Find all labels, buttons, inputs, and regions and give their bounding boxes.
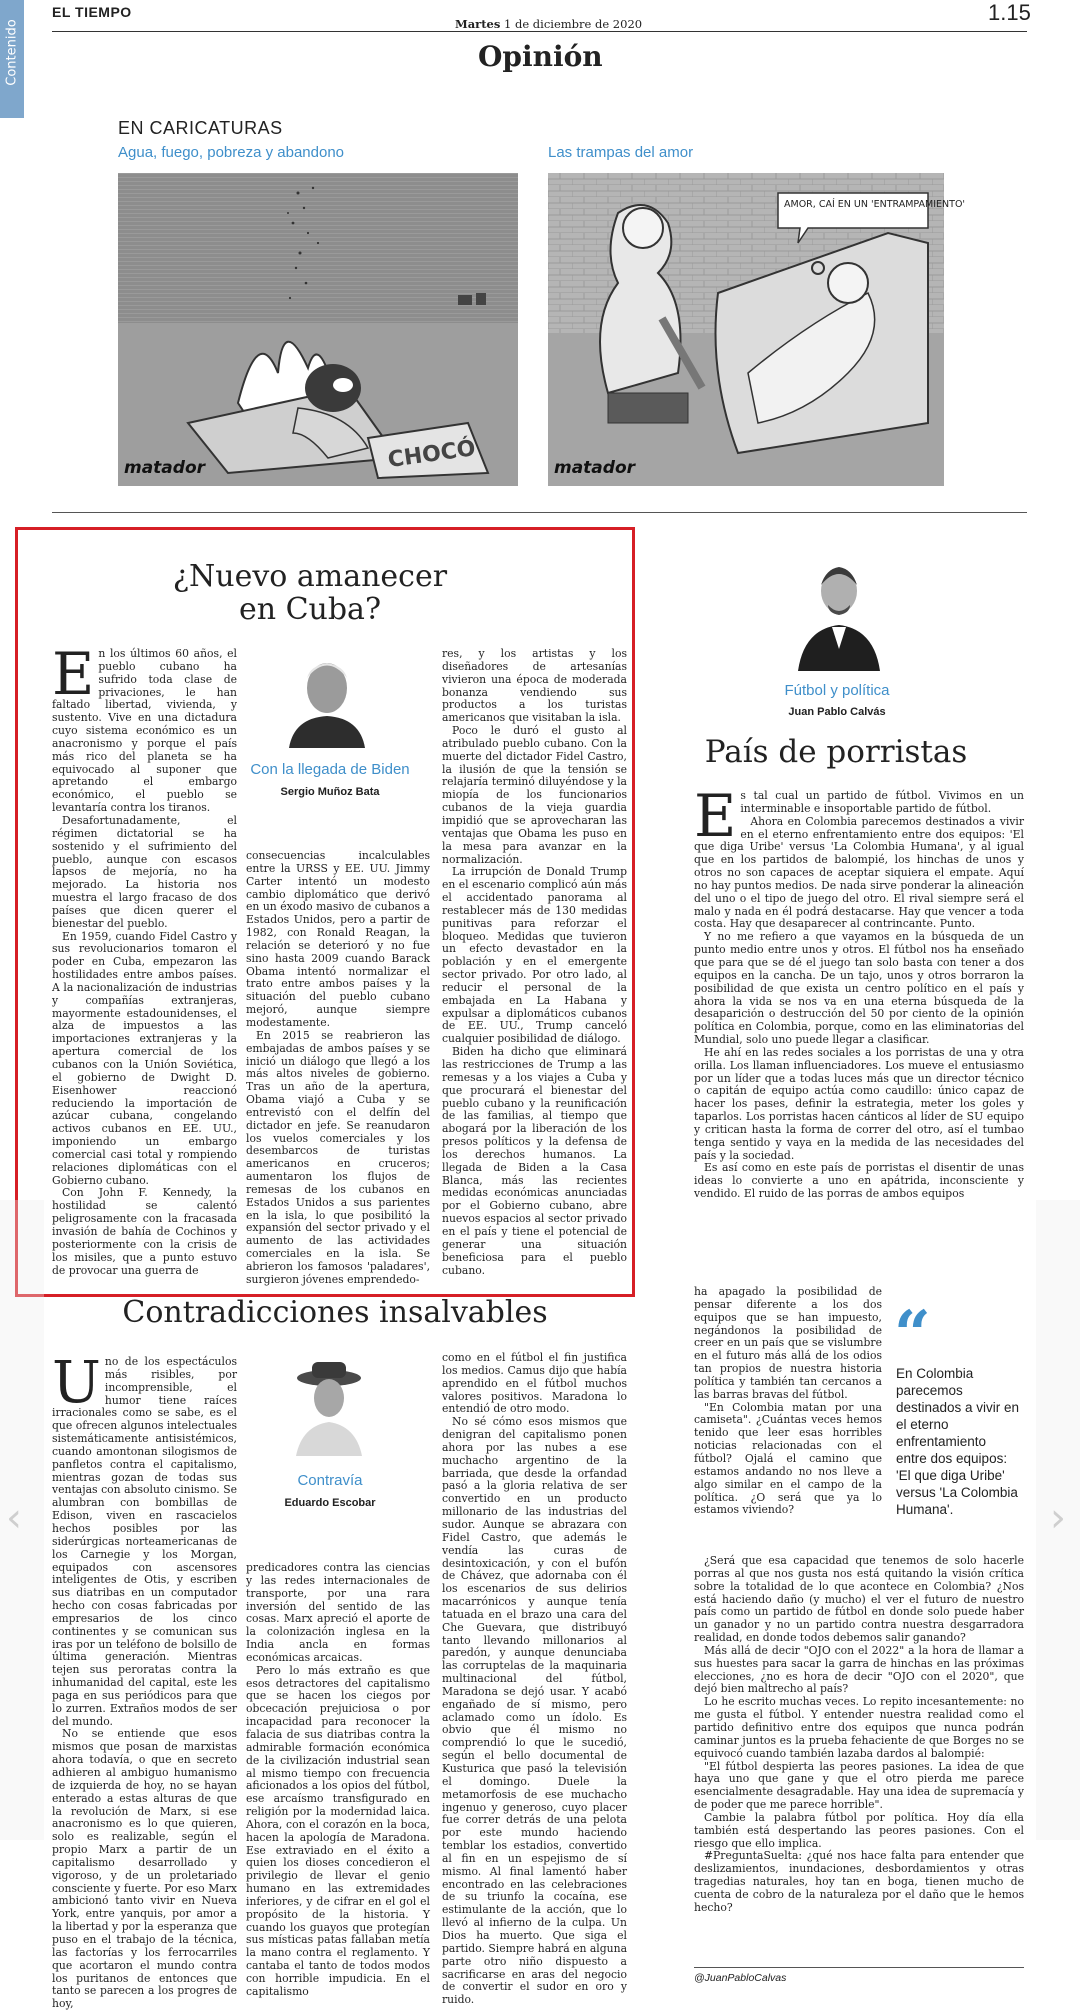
cartoon-left-signature: matador bbox=[124, 458, 206, 478]
article2-col2-p1: predicadores contra las ciencias y las redes internacionales de transporte, por una rara inversión del sentido de las cosas. Marx apreció el aporte de la colonización inglesa en la India ancla en formas económicas arcaicas. bbox=[246, 1561, 430, 1664]
article1-author: Sergio Muñoz Bata bbox=[280, 786, 380, 798]
article3-column-bottom bbox=[694, 1555, 1024, 1915]
quote-icon: “ bbox=[894, 1297, 931, 1372]
section-title: Opinión bbox=[478, 40, 603, 73]
article1-column-1 bbox=[52, 640, 237, 1277]
article2-col3-p2: No sé cómo esos mismos que denigran del capitalismo ponen ahora por las nubes a ese muchacho argentino de la barriada, que desde la orfandad pasó a la gloria relativa de ser convertido en un producto millonario de las industrias del sudor. Aunque se abrazara con Fidel Castro, que además le vendía las curas de desintoxicación, y con el bufón de Chávez, que adornaba con él los escenarios de sus delirios macarrónicos y aunque tenía tatuada en el brazo una cara del Che Guevara, que distribuyó tanto llevando millonarios al paredón, y aunque denunciaba las corruptelas de la maquinaria multinacional del fútbol, Maradona se dejó usar. Y acabó engañado de sí mismo, pero aclamado como un ídolo. Es obvio que él mismo no comprendió lo que le sucedió, según el bello documental de Kusturica que pasó la televisión el domingo. Duele la metamorfosis de ese muchacho ingenuo y generoso, cuyo placer fue correr detrás de una pelota por este mundo haciendo temblar los estadios, convertido al fin en un espejismo de sí mismo. Al final lamentó haber encontrado en las celebraciones de su triunfo la cocaína, ese estimulante de la acción, que lo llevó al infierno de la culpa. Un Dios ha muerto. Que siga el partido. Siempre habrá en alguna parte otro niño dispuesto a sacrificarse en aras del negocio de convertir el sudor en oro y ruido. bbox=[442, 1415, 628, 2007]
cartoon-right-drawing bbox=[548, 173, 966, 486]
article3-p4: He ahí en las redes sociales a los porristas de una y otra orilla. Los llaman influenciadores. Los mueve el entusiasmo por un líder que a todas luces más que un director técnico o capitán de equipo actúa como caudillo: único capaz de hacer los pases, definir la estrategia, meter los goles y taparlos. Los porristas hacen cánticos al líder de SU equipo y critican hasta la forma de correr del otro, así el tumbao tenga sentido y vaya en la medida de las necesidades del país y la sociedad. bbox=[694, 1045, 1024, 1162]
article1-col3-p4: Biden ha dicho que eliminará las restricciones de Trump a las remesas y a los viajes a Cuba y que procurará el bienestar del pueblo cubano y la reunificación de las familias, al tiempo que abogará por la liberación de los presos políticos y la defensa de los derechos humanos. La llegada de Biden a la Casa Blanca, más las recientes medidas económicas anunciadas por el Gobierno cubano, abre nuevos espacios al sector privado en el país y tiene el potencial de generar una situación beneficiosa para el pueblo cubano. bbox=[442, 1045, 627, 1277]
article1-title-line1: ¿Nuevo amanecer bbox=[172, 559, 448, 594]
section-rule bbox=[52, 512, 1027, 513]
dateline bbox=[455, 17, 642, 31]
article3-tail-p4: "El fútbol despierta las peores pasiones. La idea de que haya uno que gane y que el otro pierda me parece esencialmente desagradable. Hay una idea de supremacía y de poder que me parece horrible". bbox=[694, 1759, 1024, 1812]
article1-title-line2: en Cuba? bbox=[238, 592, 382, 627]
article1-col3-p1: res, y los artistas y los diseñadores de artesanías vivieron una época de moderada bonanza vendiendo sus productos a los turistas americanos que visitaban la isla. bbox=[442, 647, 627, 725]
cartoon-right-image bbox=[548, 173, 966, 486]
prev-page-arrow-icon[interactable]: ‹ bbox=[6, 1495, 22, 1541]
article2-dropcap: U bbox=[52, 1348, 101, 1416]
newspaper-brand: EL TIEMPO bbox=[52, 4, 132, 20]
article3-p5: Es así como en este país de porristas el disentir de unas ideas lo convierte a uno en apátrida, inconsciente y vendido. El ruido de las porras de ambos equipos bbox=[694, 1161, 1024, 1201]
caricaturas-heading: EN CARICATURAS bbox=[118, 118, 283, 138]
pull-quote: En Colombia parecemos destinados a vivir en el eterno enfrentamiento entre dos equipos: 'El que diga Uribe' versus 'La Colombia Humana'. bbox=[896, 1366, 1020, 1517]
cartoon-left-image bbox=[118, 173, 518, 486]
cartoon-bubble-line: AMOR, CAÍ EN UN 'ENTRAMPAMIENTO' bbox=[784, 199, 966, 210]
article3-p2: Ahora en Colombia parecemos destinados a vivir en el eterno enfrentamiento entre dos equipos: 'El que diga Uribe' versus 'La Colombia Humana', y al igual que en los partidos de balompié, los hinchas de unos y otros no son capaces de aceptar siquiera el empate. Aquí no hay puntos medios. De nada sirve ponderar la alineación del uno o el tipo de juego del otro. El rival siempre será el malo y nada en él podrá destacarse. Hay que vencer a toda costa. Hay que desaparecer al contrincante. Punto. bbox=[694, 814, 1024, 931]
article3-dropcap: E bbox=[694, 782, 737, 850]
article3-kicker: Fútbol y política bbox=[784, 682, 890, 699]
article2-author-photo bbox=[290, 1356, 368, 1456]
cartoon-right-title: Las trampas del amor bbox=[548, 144, 694, 161]
date-rest: 1 de diciembre de 2020 bbox=[504, 17, 643, 31]
article3-tail-p3: Lo he escrito muchas veces. Lo repito incesantemente: no me gusta el fútbol. Y entender nuestra realidad como el partido definitivo entre dos equipos que nunca podrán caminar juntos es la prueba fehaciente de que Borges no se equivocó cuando también lazaba dardos al balompié: bbox=[694, 1695, 1024, 1760]
article2-kicker: Contravía bbox=[297, 1472, 363, 1489]
article1-dropcap: E bbox=[52, 640, 95, 708]
article2-author: Eduardo Escobar bbox=[284, 1497, 376, 1509]
article1-col1-p1: n los últimos 60 años, el pueblo cubano ha sufrido toda clase de privaciones, le han faltado libertad, vivienda, y sustento. Vive en una dictadura cuyo sistema económico es un anacronismo y porque el país más rico del planeta se ha equivocado al suponer que apretando el embargo económico, el pueblo se levantaría contra los tiranos. bbox=[52, 647, 237, 815]
article1-column-3 bbox=[442, 648, 627, 1277]
header-rule bbox=[52, 31, 1027, 32]
article3-p1: s tal cual un partido de fútbol. Vivimos en un interminable e insoportable partido de fútbol. bbox=[740, 789, 1024, 815]
article1-author-photo-drawing bbox=[284, 648, 370, 748]
page-number: 1.15 bbox=[988, 0, 1031, 25]
contenido-tab[interactable] bbox=[0, 0, 24, 118]
choco-sign-text: CHOCÓ bbox=[386, 436, 478, 474]
date-day: Martes bbox=[455, 17, 501, 31]
article3-tail-p1: ¿Será que esa capacidad que tenemos de solo hacerle porras al que nos gusta nos está quitando la visión crítica sobre la totalidad de lo que acontece en Colombia? ¿Nos está haciendo daño (y mucho) el ver el futuro de nuestro país como un partido de fútbol en donde solo puede haber un ganador y no un partido contra nuestra desgarradora realidad, en donde todos debemos salir ganando? bbox=[694, 1554, 1024, 1645]
handle-rule bbox=[694, 1967, 1024, 1968]
cartoon-right-signature: matador bbox=[554, 458, 636, 478]
article2-title: Contradicciones insalvables bbox=[122, 1295, 548, 1330]
article2-col1-p1: no de los espectáculos más risibles, por incomprensible, el humor tiene raíces irracionales como se sabe, es el que ofrecen algunos intelectuales sistemáticamente antisistémicos, cuando amontonan silogismos de panfletos contra el capitalismo, mientras gozan de todas sus ventajas con absoluto cinismo. Se alumbran con bombillas de Edison, viven en rascacielos hechos posibles por las siderúrgicas norteamericanas de los Carnegie y los Morgan, equipados con ascensores inteligentes de Otis, y escriben sus diatribas en un computador hecho con cosas fabricadas por empresarios de los cinco continentes y se comunican sus iras por un teléfono de bolsillo de última generación. Mientras tejen sus peroratas contra la inhumanidad del capital, este les paga en sus periódicos para que lo zurren. Extraños modos de ser del mundo. bbox=[52, 1355, 237, 1728]
article2-column-3 bbox=[442, 1352, 627, 2007]
article2-author-photo-drawing bbox=[290, 1356, 368, 1456]
article2-col1-p2: No se entiende que esos mismos que posan de marxistas ahora todavía, o que en secreto adhieren al ambiguo humanismo de izquierda de hoy, no se hayan enterado a estas alturas de que la revolución de Marx, si ese anacronismo es lo que quieren, solo es realizable, según el propio Marx a partir de un capitalismo desarrollado y vigoroso, y de un proletariado consciente y fuerte. Por eso Marx ambicionó tanto vivir en Nueva York, entre yanquis, por amor a la libertad y por la esperanza que puso en el trabajo de la técnica, las factorías y los ferrocarriles que acortaron el mundo contra los puritanos de entonces que tanto se parecen a los progres de hoy, bbox=[52, 1727, 237, 2011]
author-handle: @JuanPabloCalvas bbox=[694, 1972, 787, 1984]
article1-title bbox=[155, 560, 465, 626]
article2-column-2 bbox=[246, 1562, 430, 1999]
article1-author-photo bbox=[284, 648, 370, 748]
contenido-tab-label: Contenido bbox=[4, 19, 20, 86]
article3-p3: Y no me refiero a que vayamos en la búsqueda de un punto medio entre unos y otros. El fútbol nos ha enseñado que para que se dé el juego tan solo basta con tener a dos equipos en la cancha. De un tajo, unos y otros borraron la posibilidad de que exista un centro político en el país y ahora la vida se nos va en una eterna búsqueda de la desaparición o destrucción del 50 por ciento de la opinión política en Colombia, porque, como en las eliminatorias del Mundial, solo uno puede llegar a clasificar. bbox=[694, 930, 1024, 1047]
article3-author: Juan Pablo Calvás bbox=[788, 706, 886, 718]
article2-col2-p2: Pero lo más extraño es que esos detractores del capitalismo que se hacen los ciegos por obcecación prejuiciosa o por incapacidad para reconocer la falacia de sus diatribas contra la admirable formación económica de la civilización industrial sean al mismo tiempo con frecuencia aficionados a los opios del fútbol, ese arcaísmo transfigurado en religión por la modernidad laica. Ahora, con el corazón en la boca, hacen la apología de Maradona. Ese extraviado en el éxito a quien los dioses concedieron el privilegio de llevar el genio humano en las extremidades inferiores, y de cifrar en el gol el propósito de la historia. Y cuando los guayos que protegían sus místicas patas fallaban metía la mano contra el reglamento. Y cantaba el tanto de todos modos con horrible impudicia. En el capitalismo bbox=[246, 1663, 430, 1998]
article2-col3-p1: como en el fútbol el fin justifica los medios. Camus dijo que había aprendido en el fútbol muchos valores positivos. Maradona lo entendió de otro modo. bbox=[442, 1351, 627, 1416]
article3-tail-p2: Más allá de decir "OJO con el 2022" a la hora de llamar a sus huestes para sacar la garra de hinchas en las próximas elecciones, ¿no es hora de decir "OJO con el 2020", que dejó bien maltrecho al país? bbox=[694, 1643, 1024, 1696]
article1-col2-p1: consecuencias incalculables entre la URSS y EE. UU. Jimmy Carter intentó un modesto cambio diplomático que derivó en un éxodo masivo de cubanos a Estados Unidos, pero a partir de 1982, con Ronald Reagan, la relación se deterioró y no fue sino hasta 2009 cuando Barack Obama intentó normalizar el trato entre ambos países y la situación del pueblo cubano mejoró, aunque siempre modestamente. bbox=[246, 849, 430, 1029]
article3-narrow-p1: ha apagado la posibilidad de pensar diferente a los dos equipos que se han impuesto, negándonos la posibilidad de creer en un país que se vislumbre en el futuro más allá de los odios tan propios de nuestra historia política y también tan cercanos a las barras bravas del fútbol. bbox=[694, 1285, 882, 1401]
cartoon-left-drawing bbox=[118, 173, 518, 486]
article3-tail-p6: #PreguntaSuelta: ¿qué nos hace falta para entender que deslizamientos, inundaciones, desbordamientos y otras tragedias naturales, hoy tan en boga, tienen mucho de cuenta de cobro de la naturaleza por el daño que le hemos hecho? bbox=[694, 1849, 1024, 1914]
next-page-arrow-icon[interactable]: › bbox=[1050, 1495, 1066, 1541]
article1-col2-p2: En 2015 se reabrieron las embajadas de ambos países y se inició un diálogo que llegó a los más altos niveles de gobierno. Tras un año de la apertura, Obama viajó a Cuba y se entrevistó con el delfín del dictador en jefe. Se reanudaron los vuelos comerciales y los desembarcos de turistas americanos en cruceros; aumentaron los flujos de remesas de los cubanos en Estados Unidos a sus parientes en la isla, lo que posibilitó la expansión del sector privado y el aumento de las actividades comerciales en la isla. Se abrieron los famosos 'paladares', surgieron jóvenes emprendedo- bbox=[246, 1028, 430, 1286]
article1-col1-p4: Con John F. Kennedy, la hostilidad se calentó peligrosamente con la fracasada invasión de bahía de Cochinos y posteriormente con la crisis de los misiles, que a punto estuvo de provocar una guerra de bbox=[52, 1186, 237, 1277]
article3-author-photo bbox=[794, 553, 884, 671]
article1-kicker: Con la llegada de Biden bbox=[250, 761, 410, 778]
article1-col3-p2: Poco le duró el gusto al atribulado pueblo cubano. Con la muerte del dictador Fidel Castro, la ilusión de que la tensión se relajaría terminó diluyéndose y la miopía de los funcionarios cubanos de la vieja guardia impidió que se aprovecharan las ventajas que Obama les puso en la mesa para avanzar en la normalización. bbox=[442, 724, 627, 866]
article3-column-narrow bbox=[694, 1286, 882, 1517]
article2-column-1 bbox=[52, 1348, 237, 2011]
article1-col1-p3: En 1959, cuando Fidel Castro y sus revolucionarios tomaron el poder en Cuba, empezaron las hostilidades entre ambos países. A la nacionalización de industrias y compañías extranjeras, mayormente estadounidenses, el alza de impuestos a las importaciones extranjeras y la apertura comercial de los cubanos con la Unión Soviética, el gobierno de Dwight D. Eisenhower reaccionó reduciendo la importación de azúcar cubana, congelando activos cubanos en EE. UU., imponiendo un embargo comercial casi total y rompiendo relaciones diplomáticas con el Gobierno cubano. bbox=[52, 929, 237, 1187]
article3-title: País de porristas bbox=[704, 734, 968, 770]
article3-author-photo-drawing bbox=[794, 553, 884, 671]
article3-tail-p5: Cambie la palabra fútbol por política. Hoy día ella también está despertando las peores pasiones. Con el riesgo que ello implica. bbox=[694, 1810, 1024, 1850]
cartoon-left-title: Agua, fuego, pobreza y abandono bbox=[118, 144, 345, 161]
article3-column-top bbox=[694, 782, 1024, 1201]
article1-column-2 bbox=[246, 850, 430, 1287]
article1-col3-p3: La irrupción de Donald Trump en el escenario complicó aún más el accidentado panorama al restablecer más de 130 medidas punitivas para reforzar el bloqueo. Medidas que tuvieron un efecto devastador en la población y en el emergente sector privado. Por otro lado, al reducir el personal de la embajada en La Habana y expulsar a diplomáticos cubanos de EE. UU., Trump canceló cualquier posibilidad de diálogo. bbox=[442, 865, 627, 1046]
article1-col1-p2: Desafortunadamente, el régimen dictatorial se ha sostenido y el sufrimiento del pueblo, aunque con escasos lapsos de mejoría, no ha mejorado. La historia nos muestra el largo fracaso de dos países que dicen querer el bienestar del pueblo. bbox=[52, 813, 237, 930]
article3-narrow-p2: "En Colombia matan por una camiseta". ¿Cuántas veces hemos tenido que leer esas horribles noticias relacionadas con el fútbol? Ojalá el camino que estamos andando no nos lleve a algo similar en el campo de la política. ¿O será que ya lo estamos viviendo? bbox=[694, 1400, 882, 1517]
